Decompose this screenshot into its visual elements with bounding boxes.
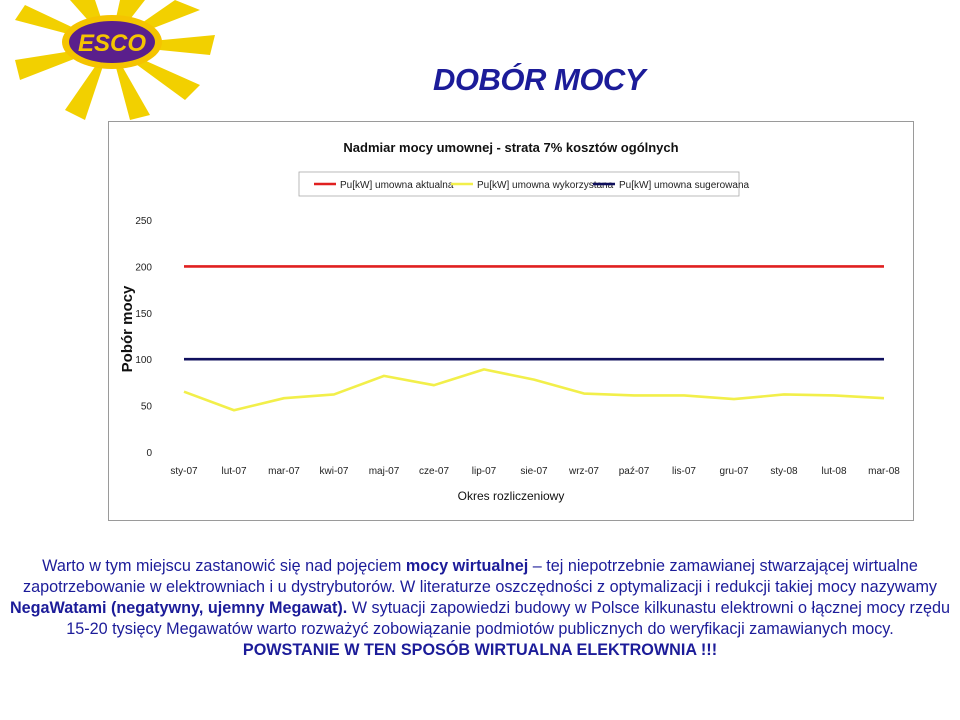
x-axis	[170, 466, 900, 477]
legend-label: Pu[kW] umowna wykorzystana	[477, 180, 614, 191]
legend-label: Pu[kW] umowna aktualna	[340, 180, 454, 191]
description-paragraph	[6, 556, 954, 661]
chart-title: Nadmiar mocy umownej - strata 7% kosztów ogólnych	[343, 140, 679, 155]
x-tick-label: kwi-07	[319, 466, 349, 477]
y-axis	[135, 216, 152, 459]
plot-series	[184, 266, 884, 410]
y-axis-label: Pobór mocy	[119, 285, 136, 373]
y-tick-label: 200	[135, 262, 152, 274]
x-tick-label: gru-07	[719, 466, 749, 477]
x-tick-label: lis-07	[672, 466, 696, 477]
paragraph-text: Warto w tym miejscu zastanowić się nad pojęciem	[42, 557, 406, 575]
paragraph-bold-term: mocy wirtualnej	[405, 557, 529, 575]
y-tick-label: 0	[146, 448, 152, 459]
x-tick-label: lip-07	[471, 466, 497, 477]
logo-text: ESCO	[77, 30, 147, 57]
series-line-2	[184, 369, 884, 410]
x-tick-label: sie-07	[520, 466, 548, 477]
x-tick-label: wrz-07	[568, 466, 600, 477]
x-tick-label: mar-07	[268, 466, 300, 477]
x-tick-label: lut-08	[821, 466, 847, 477]
x-axis-label: Okres rozliczeniowy	[457, 489, 565, 503]
x-tick-label: maj-07	[368, 466, 400, 477]
closing-statement: POWSTANIE W TEN SPOSÓB WIRTUALNA ELEKTROWNIA !!!	[242, 641, 718, 659]
y-tick-label: 250	[135, 216, 152, 227]
chart-area	[108, 121, 914, 521]
y-tick-label: 50	[140, 401, 152, 413]
x-tick-label: mar-08	[868, 466, 900, 477]
paragraph-text: – tej niepotrzebnie zamawianej stwarzającej wirtualne zapotrzebowanie w elektrowniach i u dystrybutorów. W literaturze oszczędności z optymalizacji i redukcji takiej mocy nazywamy	[22, 557, 938, 596]
x-tick-label: lut-07	[221, 466, 247, 477]
y-tick-label: 150	[135, 308, 152, 320]
y-tick-label: 100	[135, 355, 152, 367]
line-chart	[109, 122, 913, 520]
paragraph-bold-term: NegaWatami (negatywny, ujemny Megawat).	[9, 599, 348, 617]
legend-label: Pu[kW] umowna sugerowana	[619, 180, 750, 191]
esco-logo	[0, 0, 240, 130]
chart-legend	[299, 172, 750, 196]
x-tick-label: cze-07	[418, 466, 450, 477]
x-tick-label: sty-08	[770, 466, 798, 477]
x-tick-label: sty-07	[170, 466, 198, 477]
paragraph-text: W sytuacji zapowiedzi budowy w Polsce kilkunastu elektrowni o łącznej mocy rzędu 15-20 tysięcy Megawatów warto rozważyć zobowiązanie podmiotów publicznych do weryfikacji zamawianych mocy.	[66, 599, 951, 638]
slide-title: DOBÓR MOCY	[433, 62, 645, 97]
x-tick-label: paź-07	[618, 466, 650, 477]
